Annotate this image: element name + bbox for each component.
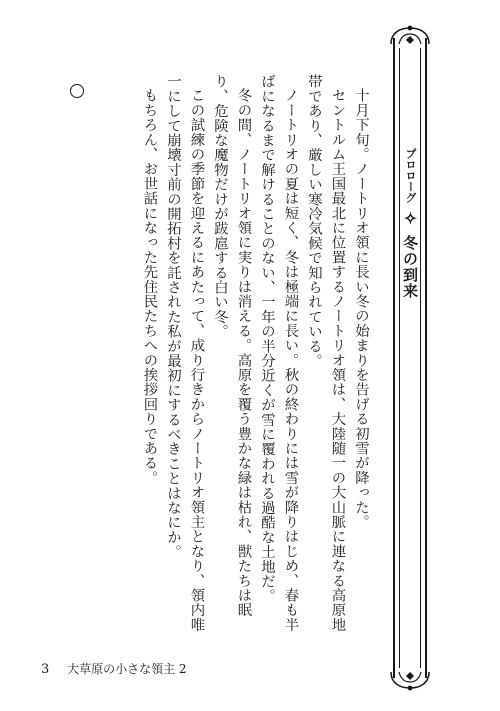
sparkle-icon: ✧ <box>401 209 420 229</box>
paragraph-4: 冬の間、ノートリオ領に実りは消える。高原を覆う豊かな緑は枯れ、獣たちは眠り、危険な魔物だけが跋扈する白い冬。 <box>212 74 252 618</box>
book-title: 大草原の小さな領主 2 <box>67 662 187 676</box>
chapter-label: プロローグ <box>404 148 417 203</box>
chapter-title: 冬の到来 <box>401 235 419 299</box>
paragraph-1: 十月下旬。ノートリオ領に長い冬の始まりを告げる初雪が降った。 <box>353 88 369 530</box>
paragraph-3: ノートリオの夏は短く、冬は極端に長い。秋の終わりには雪が降りはじめ、春も半ばになるまで解けることのない、一年の半分近くが雪に覆われる過酷な土地だ。 <box>259 74 299 633</box>
chapter-banner <box>393 38 427 678</box>
ornament-icon <box>387 24 433 48</box>
circle-mark-icon <box>70 84 84 98</box>
ornament-icon <box>387 668 433 692</box>
banner-frame <box>393 38 427 678</box>
paragraph-6: もちろん、お世話になった先住民たちへの挨拶回りである。 <box>141 88 158 486</box>
paragraph-5: この試練の季節を迎えるにあたって、成り行きからノートリオ領主となり、領内唯一にして崩壊寸前の開拓村を託された私が最初にするべきことはなにか。 <box>165 74 205 633</box>
page-footer <box>41 660 187 677</box>
chapter-heading <box>393 148 427 299</box>
paragraph-2: セントルム王国最北に位置するノートリオ領は、大陸随一の大山脈に連なる高原地帯であり、厳しい寒冷気候で知られている。 <box>306 74 346 633</box>
page-number: 3 <box>41 662 50 677</box>
body-text <box>102 74 372 634</box>
